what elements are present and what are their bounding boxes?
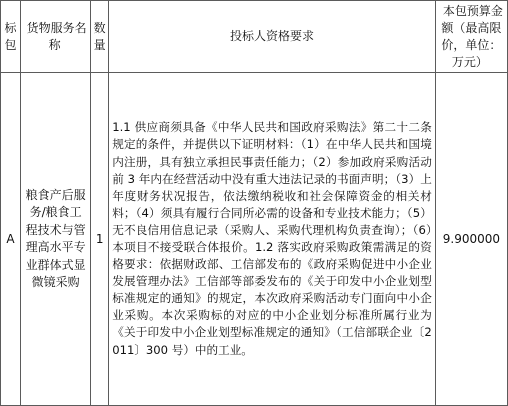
header-goods-service-name: 货物服务名称: [21, 1, 91, 73]
header-quantity: 数量: [91, 1, 109, 73]
header-budget: 本包预算金额（最高限价，单位：万元）: [435, 1, 507, 73]
cell-quantity: 1: [91, 73, 109, 406]
cell-bidder-requirements: 1.1 供应商须具备《中华人民共和国政府采购法》第二十二条规定的条件，并提供以下证明材料：（1）在中华人民共和国境内注册，具有独立承担民事责任能力；（2）参加政府采购活动前 3 年内在经营活动中没有重大违法记录的书面声明；（3）上年度财务状况报告，依法缴纳税收和社会保障资金的相关材料；（4）须具有履行合同所必需的设备和专业技术能力；（5）无不良信用信息记录（采购人、采购代理机构负责查询）；（6）本项目不接受联合体报价。1.2 落实政府采购政策需满足的资格要求：依据财政部、工信部发布的《政府采购促进中小企业发展管理办法》工信部等部委发布的《关于印发中小企业划型标准规定的通知》的规定，本次政府采购活动专门面向中小企业采购。本次采购标的对应的中小企业划分标准所属行业为《关于印发中小企业划型标准规定的通知》（工信部联企业〔2011〕300 号）中的工业。: [109, 73, 436, 406]
cell-budget: 9.900000: [435, 73, 507, 406]
header-bidder-requirements: 投标人资格要求: [109, 1, 436, 73]
cell-goods-service-name: 粮食产后服务/粮食工程技术与管理高水平专业群体式显微镜采购: [21, 73, 91, 406]
table-row: [1, 73, 508, 406]
header-package: 标包: [1, 1, 21, 73]
table-header-row: [1, 1, 508, 73]
cell-package: A: [1, 73, 21, 406]
